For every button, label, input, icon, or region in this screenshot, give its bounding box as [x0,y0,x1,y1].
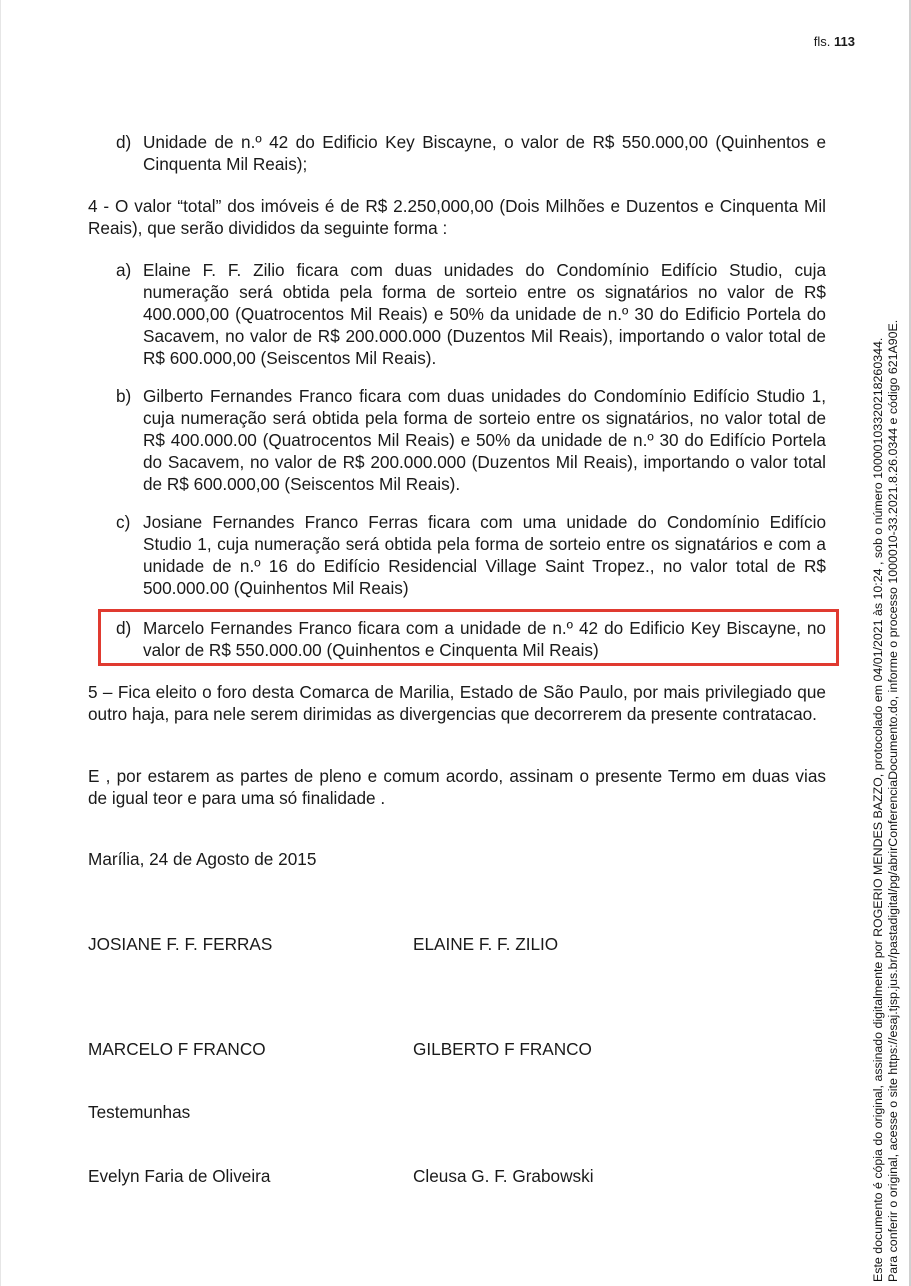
folio-label: fls. [813,34,831,49]
list-item [116,511,826,599]
clause-5: 5 – Fica eleito o foro desta Comarca de Marilia, Estado de São Paulo, por mais privilegiado que outro haja, para nele serem dirimidas as divergencias que decorrerem da presente contratacao. [88,682,826,724]
list-item [116,259,826,369]
signatory-elaine: ELAINE F. F. ZILIO [413,934,559,954]
list-item-marker: d) [116,618,132,638]
list-item-text: Josiane Fernandes Franco Ferras ficara com uma unidade do Condomínio Edifício Studio 1, cuja numeração será obtida pela forma de sorteio entre os signatários e com a unidade de n.º 16 do Edifício Residencial Village Saint Tropez., no valor total de R$ 500.000.00 (Quinhentos Mil Reais) [143,512,826,598]
list-item-text: Elaine F. F. Zilio ficara com duas unidades do Condomínio Edifício Studio, cuja numeração será obtida pela forma de sorteio entre os signatários no valor de R$ 400.000,00 (Quatrocentos Mil Reais) e 50% da unidade de n.º 30 do Edificio Portela do Sacavem, no valor de R$ 200.000.000 (Duzentos Mil Reais), importando o valor total de R$ 600.000,00 (Seiscentos Mil Reais). [143,260,826,368]
stamp-line-1: Este documento é cópia do original, assinado digitalmente por ROGERIO MENDES BAZZO, protocolado em 04/01/2021 às 10:24 , sob o número 10000103320218260344. [871,337,885,1282]
list-item-text: Unidade de n.º 42 do Edificio Key Biscayne, o valor de R$ 550.000,00 (Quinhentos e Cinquenta Mil Reais); [143,132,826,174]
list-item [116,131,826,175]
list-item-text: Marcelo Fernandes Franco ficara com a unidade de n.º 42 do Edificio Key Biscayne, no valor de R$ 550.000.00 (Quinhentos e Cinquenta Mil Reais) [143,618,826,660]
highlight-box [98,609,839,666]
witness-evelyn: Evelyn Faria de Oliveira [88,1166,271,1186]
page-edge-left [0,0,1,1286]
list-item-marker: c) [116,512,131,532]
witness-cleusa: Cleusa G. F. Grabowski [413,1166,594,1186]
page-folio [780,34,855,50]
folio-number: 113 [834,34,855,49]
list-item-marker: b) [116,386,132,406]
list-item-text: Gilberto Fernandes Franco ficara com duas unidades do Condomínio Edifício Studio 1, cuja numeração será obtida pela forma de sorteio entre os signatários, no valor total de R$ 400.000.00 (Quatrocentos Mil Reais) e 50% da unidade de n.º 30 do Edifício Portela do Sacavem, no valor de R$ 200.000.000 (Duzentos Mil Reais), importando o valor total de R$ 600.000,00 (Seiscentos Mil Reais). [143,386,826,494]
list-item-marker: d) [116,132,132,152]
signatory-marcelo: MARCELO F FRANCO [88,1039,266,1059]
closing-paragraph: E , por estarem as partes de pleno e comum acordo, assinam o presente Termo em duas vias de igual teor e para uma só finalidade . [88,766,826,808]
digital-signature-stamp [871,207,901,1282]
signatory-gilberto: GILBERTO F FRANCO [413,1039,592,1059]
stamp-line-2: Para conferir o original, acesse o site https://esaj.tjsp.jus.br/pastadigital/pg/abrirConferenciaDocumento.do, informe o processo 1000010-33.2021.8.26.0344 e código 621A90E. [886,319,900,1282]
witnesses-label: Testemunhas [88,1102,191,1122]
date-line: Marília, 24 de Agosto de 2015 [88,849,317,869]
list-item [116,385,826,495]
clause-4: 4 - O valor “total” dos imóveis é de R$ 2.250,000,00 (Dois Milhões e Duzentos e Cinquenta Mil Reais), que serão divididos da seguinte forma : [88,196,826,238]
list-item-marker: a) [116,260,132,280]
signatory-josiane: JOSIANE F. F. FERRAS [88,934,273,954]
